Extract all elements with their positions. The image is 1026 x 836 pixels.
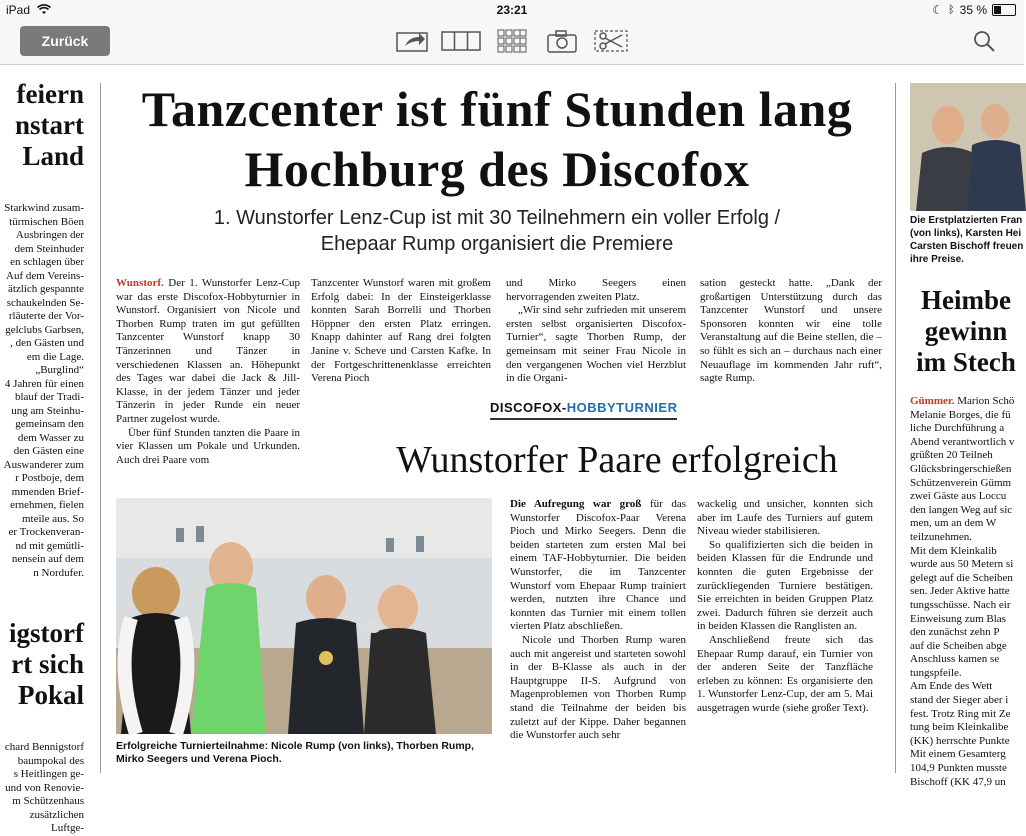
article-text-4: sation gesteckt hatte. „Dank der großartigen Unterstützung durch das Tanzcenter Wunstorf und unsere Sponsoren konnten wir eine tolle Veranstaltung auf die Beine stellen, die – so fühlt es sich an – durchaus nach einer Neuauflage im kommenden Jahr ruft“, sagte Rump. bbox=[700, 277, 882, 385]
article-column-1 bbox=[116, 277, 300, 467]
article-column-4 bbox=[700, 277, 882, 386]
search-icon[interactable] bbox=[972, 29, 996, 55]
right-photo bbox=[910, 83, 1026, 211]
section-tag-part2: HOBBYTURNIER bbox=[566, 400, 678, 415]
second-lead: Die Aufregung war groß bbox=[510, 498, 642, 510]
second-headline: Wunstorfer Paare erfolgreich bbox=[396, 439, 838, 481]
second-column-2 bbox=[697, 498, 873, 716]
status-bar bbox=[0, 0, 1024, 20]
article-subhead: 1. Wunstorfer Lenz-Cup ist mit 30 Teilnehmern ein voller Erfolg / Ehepaar Rump organisiert die Premiere bbox=[213, 207, 781, 255]
main-article bbox=[112, 65, 882, 765]
right-column bbox=[908, 65, 1024, 788]
right-headline: Heimbe gewinn im Stech bbox=[916, 285, 1016, 377]
battery-percent: 35 % bbox=[959, 3, 987, 17]
article-text-1b: Über fünf Stunden tanzten die Paare in vier Klassen um Pokale und Urkunden. Auch drei Paare vom bbox=[116, 426, 300, 466]
clock: 23:21 bbox=[496, 3, 528, 17]
reader-toolbar bbox=[0, 20, 1024, 65]
left-body: Starkwind zusam- türmischen Böen Ausbringen der dem Steinhuder en schlagen über Auf dem Vereins- ätzlich gespannte schaukelnden Se- rläuterte der Vor- gelclubs Garbsen, , den Gästen und em die Lage. „Burglind“ 4 Jahren für einen blauf der Tradi- ung am Steinhu- gemeinsam den dem Wasser zu den Gästen eine Auswanderer zum r Postboje, dem mmenden Brief- ernehmen, fielen mteile aus. So er Trockenveran- nd mit gemütli- nensein auf dem n Nordufer. bbox=[3, 202, 84, 579]
article-column-2 bbox=[311, 277, 491, 386]
section-tag-part1: DISCOFOX- bbox=[490, 400, 567, 415]
right-dateline: Gümmer. bbox=[910, 395, 955, 407]
article-text-1: Der 1. Wunstorfer Lenz-Cup war das erste Discofox-Hobbyturnier in Wunstorf. Organisiert von Nicole und Thorben Rump traten im gut gefüllten Tanzcenter Wunstorf knapp 30 Tänzerinnen und Tänzer in verschiedenen Klassen an. Höhepunkt des Tages war dabei die Jack & Jill-Klasse, in der jedem Tänzer und jeder Tänzerin in jeder Runde ein neuer Partner zugelost wurde. bbox=[116, 277, 300, 425]
page-view-icon[interactable] bbox=[441, 28, 481, 54]
second-text-1: für das Wunstorfer Discofox-Paar Verena Pioch und Mirko Seegers. Denn die beiden starteten zum ersten Mal bei einem TAF-Hobbyturnier. Die beiden Wunstorfer, die im Tanzcenter Wunstorf vom Ehepaar Rump trainiert werden, nutzten ihre Chance und konnten das Turnier mit einem tollen vierten Platz abschließen. bbox=[510, 498, 686, 633]
left-column bbox=[0, 65, 92, 834]
device-name: iPad bbox=[6, 3, 31, 17]
second-text-2: wackelig und unsicher, konnten sich aber im Laufe des Turniers auf gutem Niveau wieder stabilisieren. bbox=[697, 498, 873, 538]
right-body bbox=[910, 395, 1026, 789]
status-right bbox=[932, 3, 1016, 17]
back-button[interactable]: Zurück bbox=[20, 26, 110, 56]
scissors-icon[interactable] bbox=[594, 28, 628, 54]
left-headline-2: igstorf rt sich Pokal bbox=[9, 618, 84, 710]
dateline: Wunstorf. bbox=[116, 277, 164, 289]
column-divider bbox=[100, 83, 101, 773]
second-text-1b: Nicole und Thorben Rump waren auch mit angereist und starteten sowohl in der B-Klasse als auch in der Hauptgruppe II-S. Aufgrund von Magenproblemen von Thorben Rump stand die Teilnahme der beiden bis zuletzt auf der Kippe. Daher begannen die Wunstorfer auch sehr bbox=[510, 633, 686, 742]
right-text: Marion Schö Melanie Borges, die fü liche Durchführung a Abend verantwortlich v grüßten 20 Teilneh Glücksbringerschießen Schützenverein Gümm zwei Gäste aus Loccu den langen Weg auf sic men, um an dem W teilzunehmen. Mit dem Kleinkalib wurde aus 50 Metern si gelegt auf die Scheiben sen. Jeder Aktive hatte tungsschüsse. Nach eir Einweisung zum Blas den zunächst zehn P auf die Scheiben abge Anschluss kamen se tungspfeile. Am Ende des Wett stand der Sieger aber i fest. Trotz Ring mit Ze tung beim Kleinkalibe (KK) herrschte Punkte Mit einem Gesamterg 104,9 Punkten musste Bischoff (KK 47,9 un bbox=[910, 395, 1015, 788]
article-text-3: und Mirko Seegers einen hervorragenden zweiten Platz. bbox=[506, 277, 686, 303]
second-text-2b: So qualifizierten sich die beiden in beiden Klassen für die Endrunde und konnten die guten Ergebnisse der zurückliegenden Turniere bestätigen. Sie erreichten in beiden Gruppen Platz zwei. Dadurch führen sie derzeit auch in beiden Klassen die Ranglisten an. bbox=[697, 538, 873, 633]
left-body-2: chard Bennigstorf baumpokal des s Heitlingen ge- und von Renovie- m Schützenhaus zusätzlichen Luftge- bbox=[4, 741, 84, 834]
article-photo bbox=[116, 498, 492, 734]
second-text-2c: Anschließend freute sich das Ehepaar Rump darauf, ein Turnier von der anderen Seite der Tanzfläche erleben zu können: Es organisierte den 1. Wunstorfer Lenz-Cup, der am 5. Mai ausgetragen wurde (siehe großer Text). bbox=[697, 633, 873, 714]
section-tag bbox=[490, 400, 677, 420]
camera-icon[interactable] bbox=[546, 28, 578, 54]
article-text-3b: „Wir sind sehr zufrieden mit unserem ersten selbst organisierten Discofox-Turnier“, sagte Thorben Rump, der gemeinsam mit seiner Frau Nicole in den vergangenen Wochen viel Herzblut in die Organi- bbox=[506, 304, 686, 385]
left-headline: feiern nstart Land bbox=[15, 79, 84, 171]
second-column-1 bbox=[510, 498, 686, 743]
share-icon[interactable] bbox=[395, 28, 429, 54]
battery-icon bbox=[992, 4, 1016, 16]
bluetooth-icon: ᛒ bbox=[948, 4, 955, 16]
grid-view-icon[interactable] bbox=[497, 28, 527, 54]
right-photo-caption: Die Erstplatzierten Fran (von links), Karsten Hei Carsten Bischoff freuen ihre Preise. bbox=[910, 215, 1024, 265]
article-text-2: Tanzcenter Wunstorf waren mit großem Erfolg dabei: In der Einsteigerklasse konnten Sarah Borrelli und Thorben Höppner den ersten Platz erringen. Knapp dahinter auf Rang drei folgten Janine v. Scheve und Carsten Kafke. In der Fortgeschrittenenklasse erreichten Verena Pioch bbox=[311, 277, 491, 385]
photo-caption: Erfolgreiche Turnierteilnahme: Nicole Rump (von links), Thorben Rump, Mirko Seegers und Verena Pioch. bbox=[116, 740, 475, 765]
column-divider-right bbox=[895, 83, 896, 773]
newspaper-page bbox=[0, 65, 1024, 834]
moon-icon: ☾ bbox=[932, 3, 944, 17]
article-column-3 bbox=[506, 277, 686, 386]
article-headline: Tanzcenter ist fünf Stunden lang Hochburg des Discofox bbox=[141, 81, 853, 197]
